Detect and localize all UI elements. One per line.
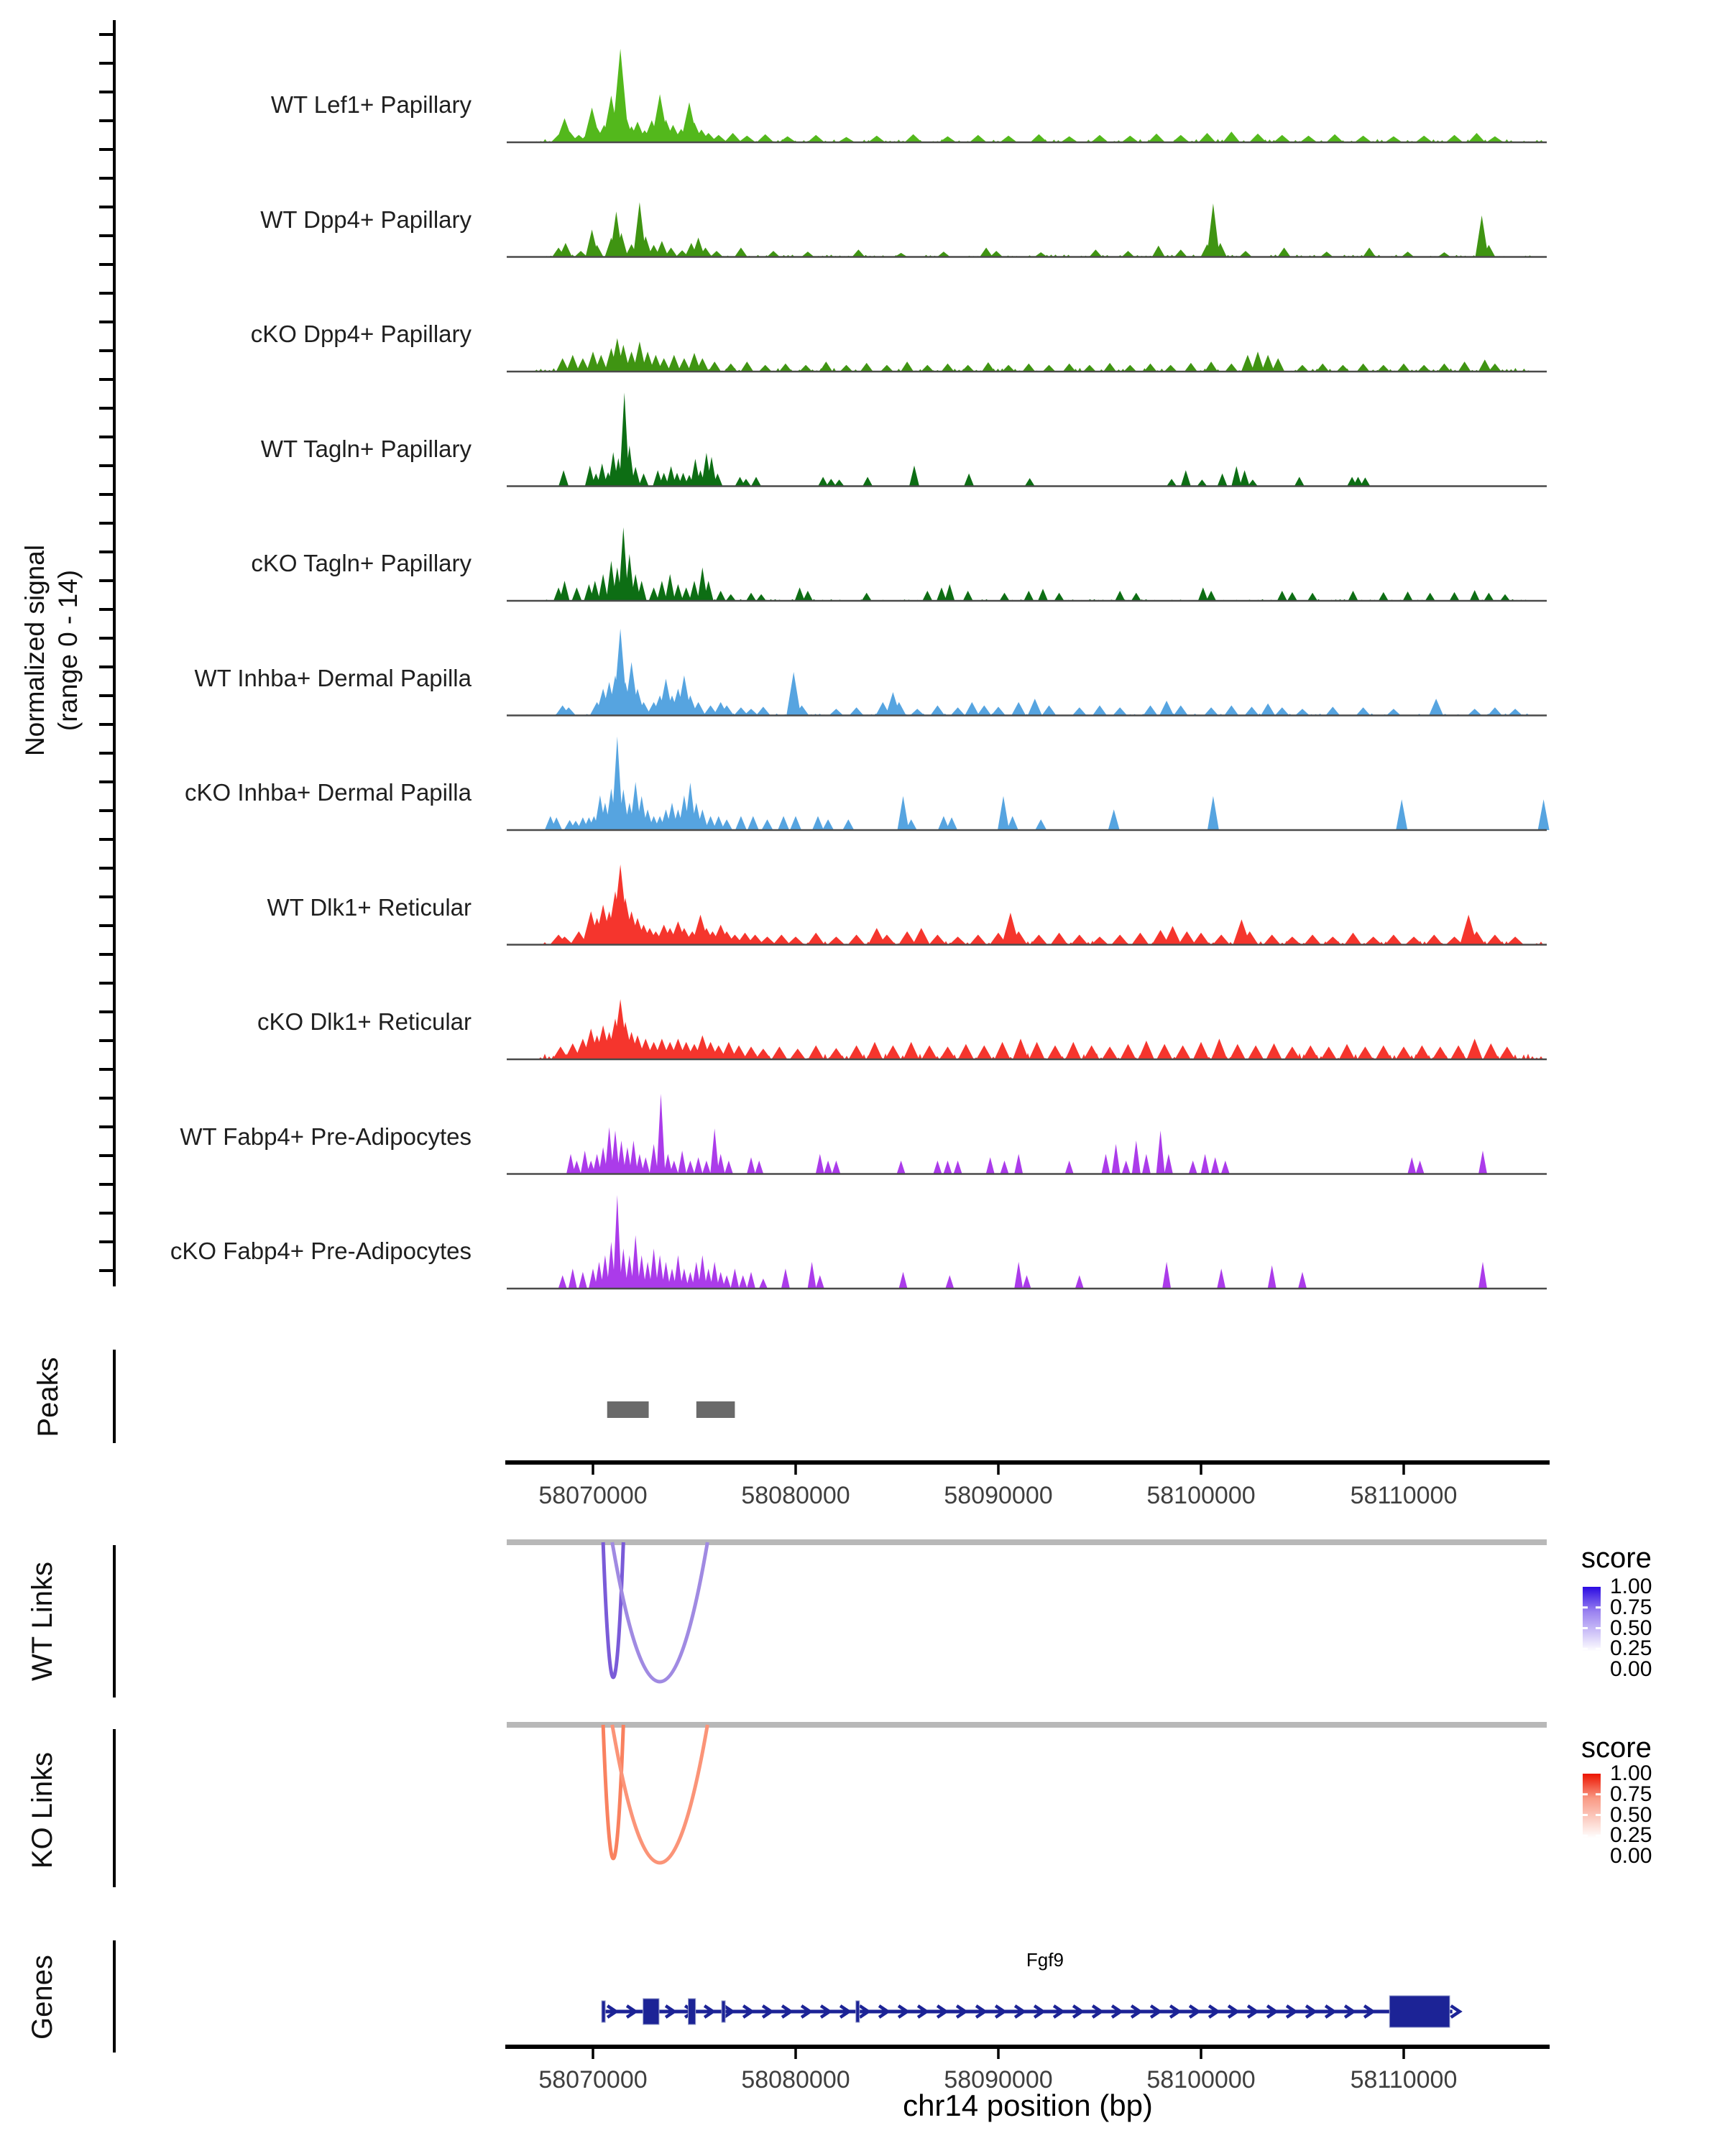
axis-tick-58100000: 58100000: [1146, 1482, 1256, 1509]
gene-name-label: Fgf9: [1026, 1949, 1064, 1971]
track-label-1: WT Dpp4+ Papillary: [260, 206, 472, 233]
ko-link-arc-1: [612, 1725, 708, 1863]
ko-legend-value-2: 0.50: [1610, 1802, 1652, 1827]
axis-tick-58110000: 58110000: [1350, 2066, 1458, 2093]
signal-axis-title: [19, 219, 86, 1082]
peak-interval-0: [607, 1401, 649, 1418]
track-label-5: WT Inhba+ Dermal Papilla: [194, 664, 472, 691]
ko-score-legend-title: score: [1581, 1732, 1652, 1764]
track-label-2: cKO Dpp4+ Papillary: [250, 321, 472, 347]
wt-legend-value-2: 0.50: [1610, 1616, 1652, 1640]
track-label-9: WT Fabp4+ Pre-Adipocytes: [180, 1123, 472, 1150]
track-label-3: WT Tagln+ Papillary: [260, 435, 472, 462]
wt-score-legend-title: score: [1581, 1542, 1652, 1574]
peak-interval-1: [696, 1401, 735, 1418]
wt-legend-value-0: 1.00: [1610, 1575, 1652, 1598]
gene-exon-1: [643, 1999, 659, 2024]
ko-legend-value-3: 0.25: [1610, 1823, 1652, 1848]
gene-exon-5: [1389, 1996, 1450, 2027]
track-label-6: cKO Inhba+ Dermal Papilla: [185, 779, 472, 806]
ko-link-arc-0: [603, 1725, 623, 1858]
signal-axis-title-line2: (range 0 - 14): [53, 569, 83, 732]
axis-tick-58100000: 58100000: [1146, 2066, 1256, 2093]
axis-tick-58070000: 58070000: [538, 2066, 648, 2093]
axis-tick-58080000: 58080000: [741, 2066, 850, 2093]
track-label-4: cKO Tagln+ Papillary: [251, 550, 472, 576]
peaks-section-label: Peaks: [32, 1357, 64, 1437]
axis-tick-58070000: 58070000: [538, 1482, 648, 1509]
track-label-7: WT Dlk1+ Reticular: [267, 893, 472, 921]
wt-links-section-label: WT Links: [27, 1562, 58, 1681]
x-axis-title: chr14 position (bp): [903, 2088, 1153, 2122]
axis-tick-58110000: 58110000: [1350, 1482, 1458, 1509]
gene-exon-4: [856, 2001, 860, 2022]
gene-exon-0: [602, 2001, 605, 2022]
gene-exon-3: [722, 2001, 725, 2022]
axis-tick-58080000: 58080000: [741, 1482, 850, 1509]
track-label-0: WT Lef1+ Papillary: [270, 91, 472, 118]
axis-tick-58090000: 58090000: [944, 2066, 1053, 2093]
wt-link-arc-0: [603, 1542, 623, 1677]
wt-legend-value-4: 0.00: [1610, 1657, 1652, 1681]
wt-legend-value-3: 0.25: [1610, 1636, 1652, 1661]
genes-section-label: Genes: [27, 1955, 58, 2040]
ko-legend-value-0: 1.00: [1610, 1761, 1652, 1785]
track-label-10: cKO Fabp4+ Pre-Adipocytes: [170, 1238, 472, 1264]
axis-tick-58090000: 58090000: [944, 1482, 1053, 1509]
signal-axis-title-line1: Normalized signal: [20, 544, 50, 757]
wt-legend-value-1: 0.75: [1610, 1595, 1652, 1619]
track-label-8: cKO Dlk1+ Reticular: [257, 1008, 472, 1035]
ko-legend-value-4: 0.00: [1610, 1844, 1652, 1868]
ko-links-section-label: KO Links: [27, 1751, 58, 1869]
ko-legend-value-1: 0.75: [1610, 1782, 1652, 1806]
wt-link-arc-1: [612, 1542, 708, 1682]
gene-exon-2: [689, 1999, 696, 2024]
